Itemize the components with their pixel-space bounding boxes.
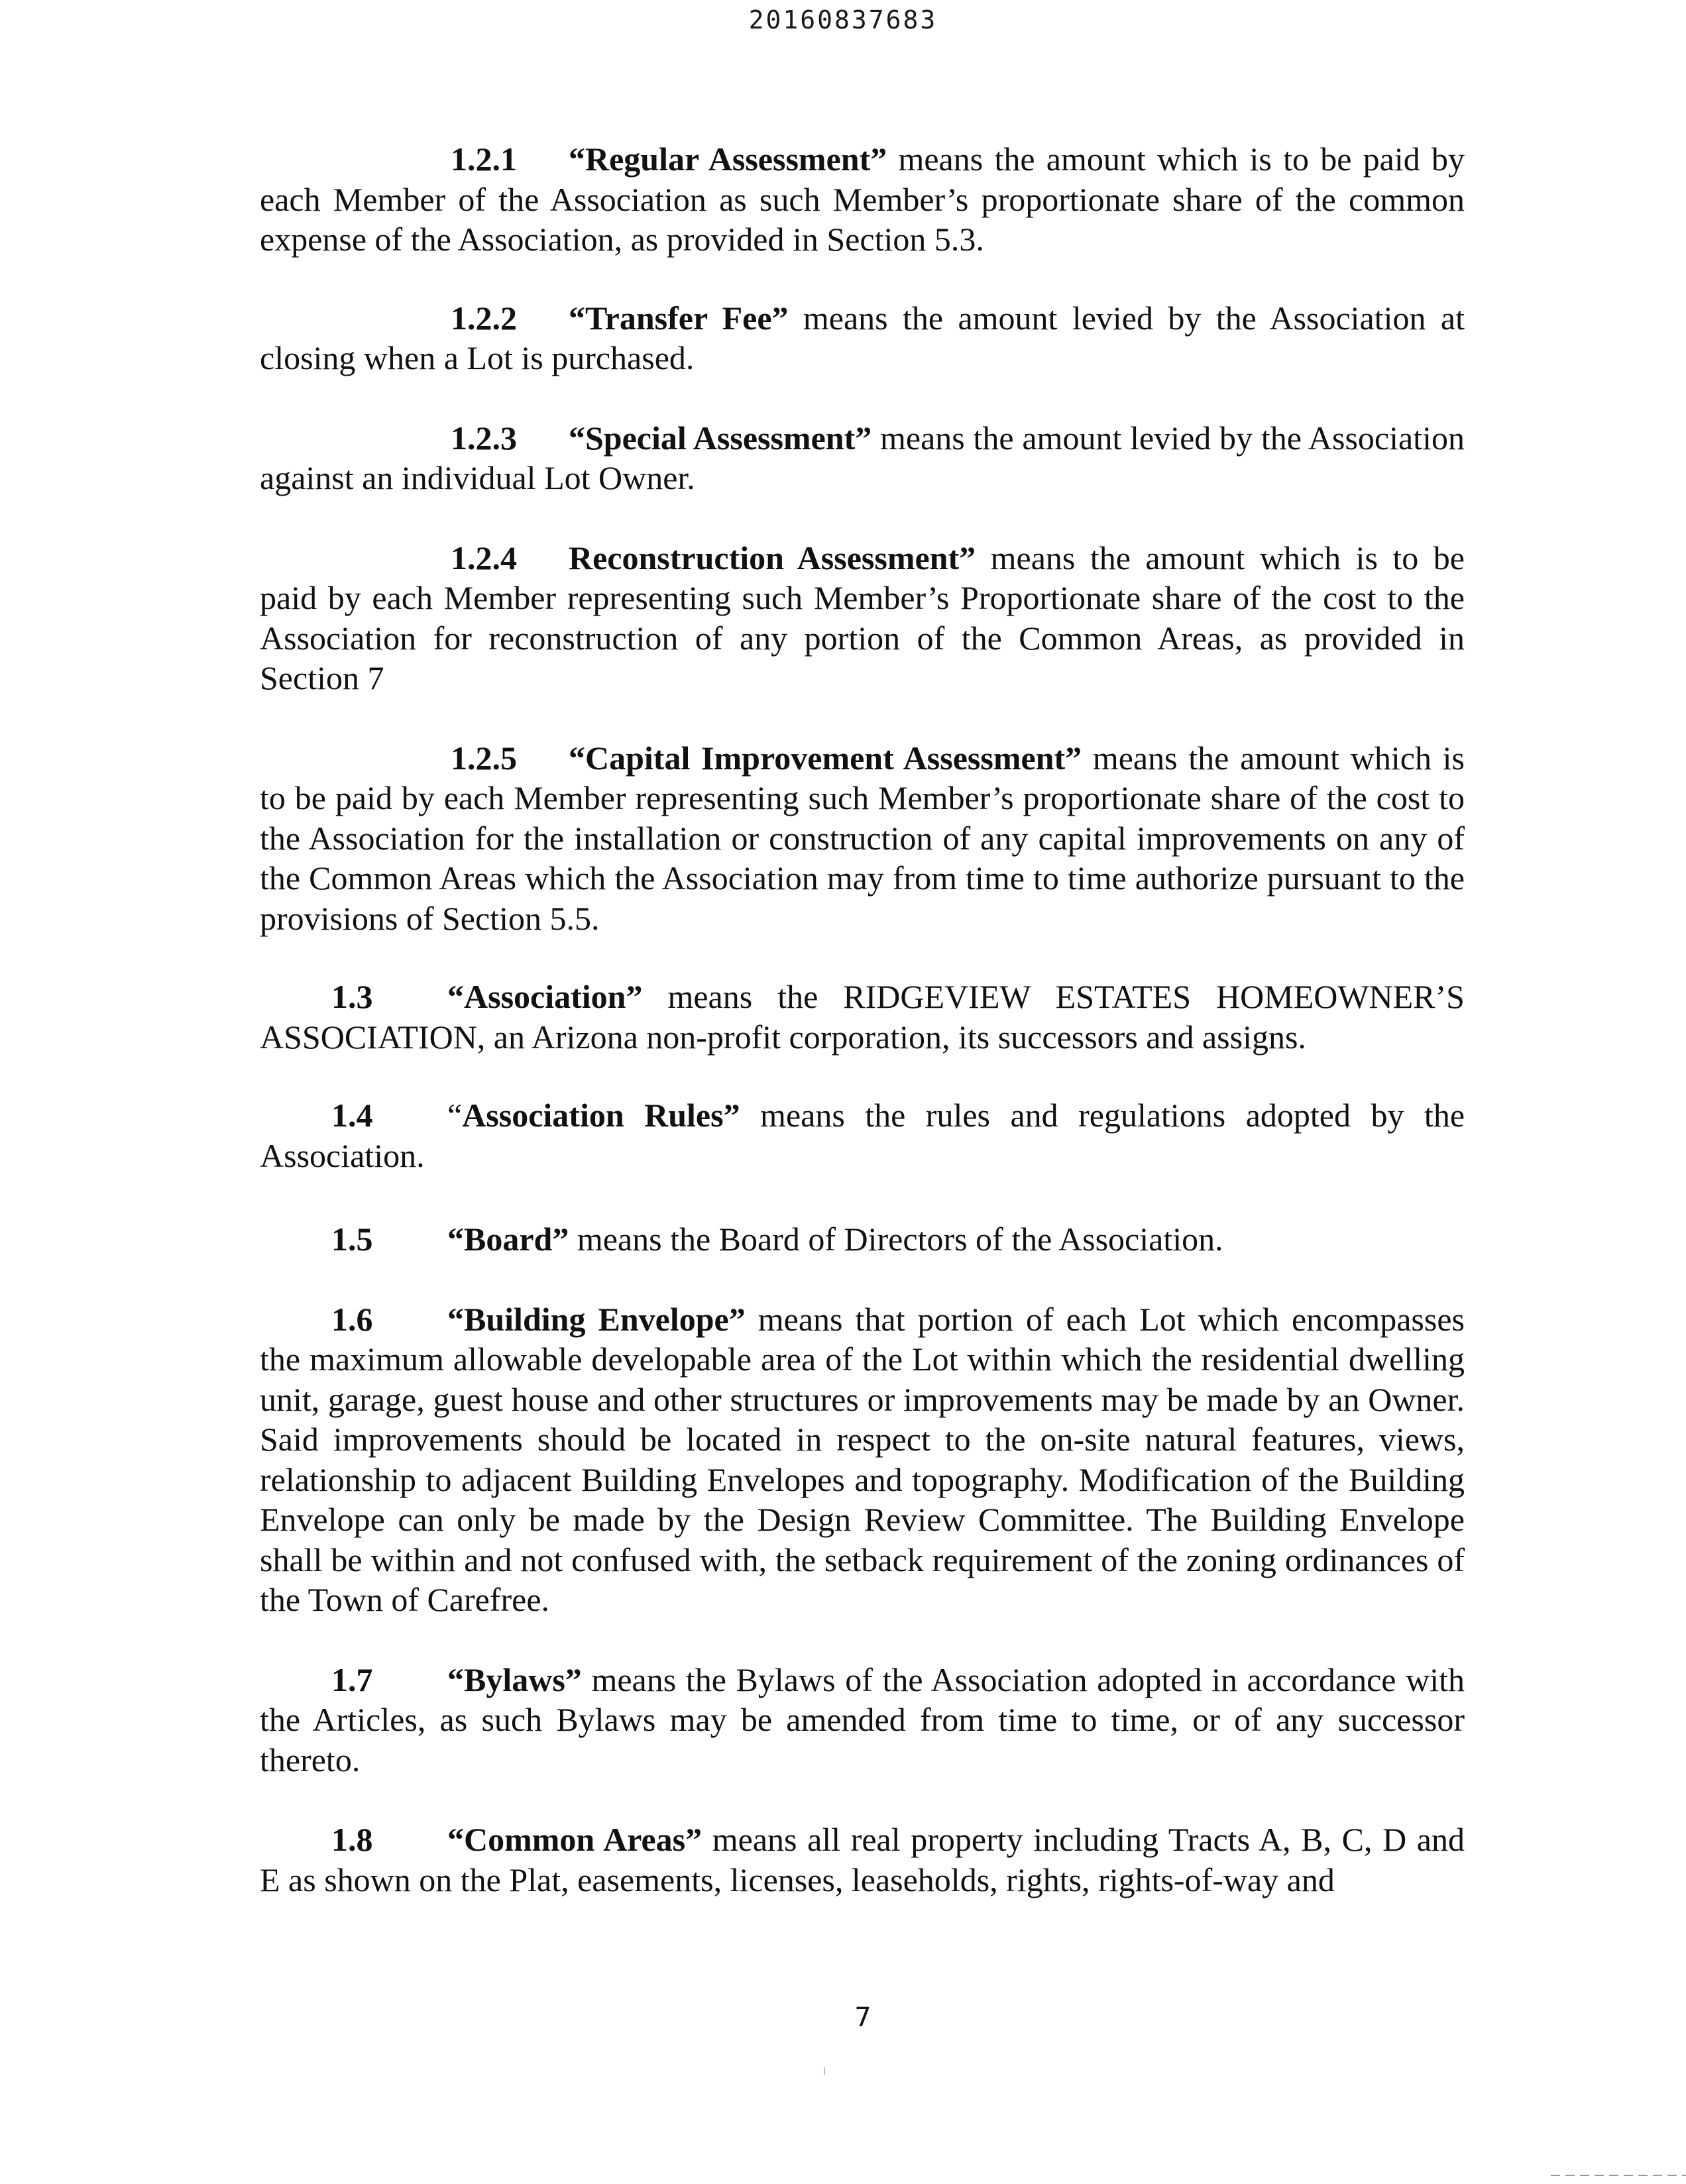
- scan-artifact-mark: [824, 2067, 825, 2075]
- section-number: 1.8: [331, 1821, 373, 1858]
- definition-1-2-2: [260, 298, 1465, 378]
- definition-text: means the amount which is to be paid by each Member representing such Member’s proportionate share of the cost to the Association for the installation or construction of any capital improvements on any of the Common Areas which the Association may from time to time authorize pursuant to the provisions of Section 5.5.: [260, 739, 1465, 937]
- defined-term: Association Rules”: [462, 1097, 740, 1134]
- definition-text: means all real property including Tracts A, B, C, D and E as shown on the Plat, easements, licenses, leaseholds, rights, rights-of-way and: [260, 1821, 1465, 1898]
- defined-term: “Capital Improvement Assessment”: [569, 739, 1082, 777]
- defined-term: Reconstruction Assessment”: [569, 539, 976, 576]
- section-number: 1.2.3: [451, 419, 517, 457]
- document-body: [260, 139, 1465, 1939]
- definition-1-3: [260, 977, 1465, 1057]
- defined-term: “Association”: [447, 978, 643, 1015]
- defined-term: “Building Envelope”: [447, 1300, 746, 1338]
- definition-text: means the amount which is to be paid by each Member of the Association as such Member’s proportionate share of the common expense of the Association, as provided in Section 5.3.: [260, 140, 1465, 258]
- section-number: 1.5: [331, 1221, 373, 1258]
- defined-term: “Transfer Fee”: [569, 299, 789, 337]
- definition-1-2-4: [260, 538, 1465, 698]
- defined-term: “Board”: [447, 1221, 569, 1258]
- definition-1-4: [260, 1095, 1465, 1175]
- definition-text: means the RIDGEVIEW ESTATES HOMEOWNER’S ASSOCIATION, an Arizona non-profit corporation, its successors and assigns.: [260, 978, 1465, 1056]
- section-number: 1.2.2: [451, 299, 517, 337]
- section-number: 1.3: [331, 978, 373, 1015]
- defined-term: “Special Assessment”: [569, 419, 872, 457]
- definition-1-5: [260, 1219, 1465, 1260]
- scan-artifact-rule: [1551, 2175, 1686, 2176]
- definition-1-8: [260, 1820, 1465, 1900]
- definition-text: means that portion of each Lot which encompasses the maximum allowable developable area of the Lot within which the residential dwelling unit, garage, guest house and other structures or improvements may be made by an Owner. Said improvements should be located in respect to the on-site natural features, views, relationship to adjacent Building Envelopes and topography. Modification of the Building Envelope can only be made by the Design Review Committee. The Building Envelope shall be within and not confused with, the setback requirement of the zoning ordinances of the Town of Carefree.: [260, 1300, 1465, 1618]
- page-number: 7: [854, 2002, 871, 2033]
- definition-text: means the amount levied by the Association against an individual Lot Owner.: [260, 419, 1465, 496]
- section-number: 1.2.5: [451, 739, 517, 777]
- definition-text: means the amount levied by the Association at closing when a Lot is purchased.: [260, 299, 1465, 376]
- definition-text: means the Bylaws of the Association adopted in accordance with the Articles, as such Bylaws may be amended from time to time, or of any successor thereto.: [260, 1661, 1465, 1778]
- definition-1-2-3: [260, 418, 1465, 498]
- definition-1-2-5: [260, 738, 1465, 939]
- definition-text: means the Board of Directors of the Association.: [569, 1221, 1223, 1258]
- section-number: 1.4: [331, 1097, 373, 1134]
- section-number: 1.6: [331, 1300, 373, 1338]
- term-open-quote: “: [447, 1097, 463, 1134]
- definition-1-6: [260, 1299, 1465, 1620]
- definition-1-7: [260, 1660, 1465, 1780]
- definition-text: means the amount which is to be paid by each Member representing such Member’s Proportionate share of the cost to the Association for reconstruction of any portion of the Common Areas, as provided in Section 7: [260, 539, 1465, 696]
- defined-term: “Bylaws”: [447, 1661, 582, 1698]
- document-number: 20160837683: [748, 5, 938, 34]
- defined-term: “Regular Assessment”: [569, 140, 887, 178]
- definition-text: means the rules and regulations adopted by the Association.: [260, 1097, 1465, 1174]
- definition-1-2-1: [260, 139, 1465, 260]
- section-number: 1.7: [331, 1661, 373, 1698]
- section-number: 1.2.4: [451, 539, 517, 576]
- section-number: 1.2.1: [451, 140, 517, 178]
- defined-term: “Common Areas”: [447, 1821, 702, 1858]
